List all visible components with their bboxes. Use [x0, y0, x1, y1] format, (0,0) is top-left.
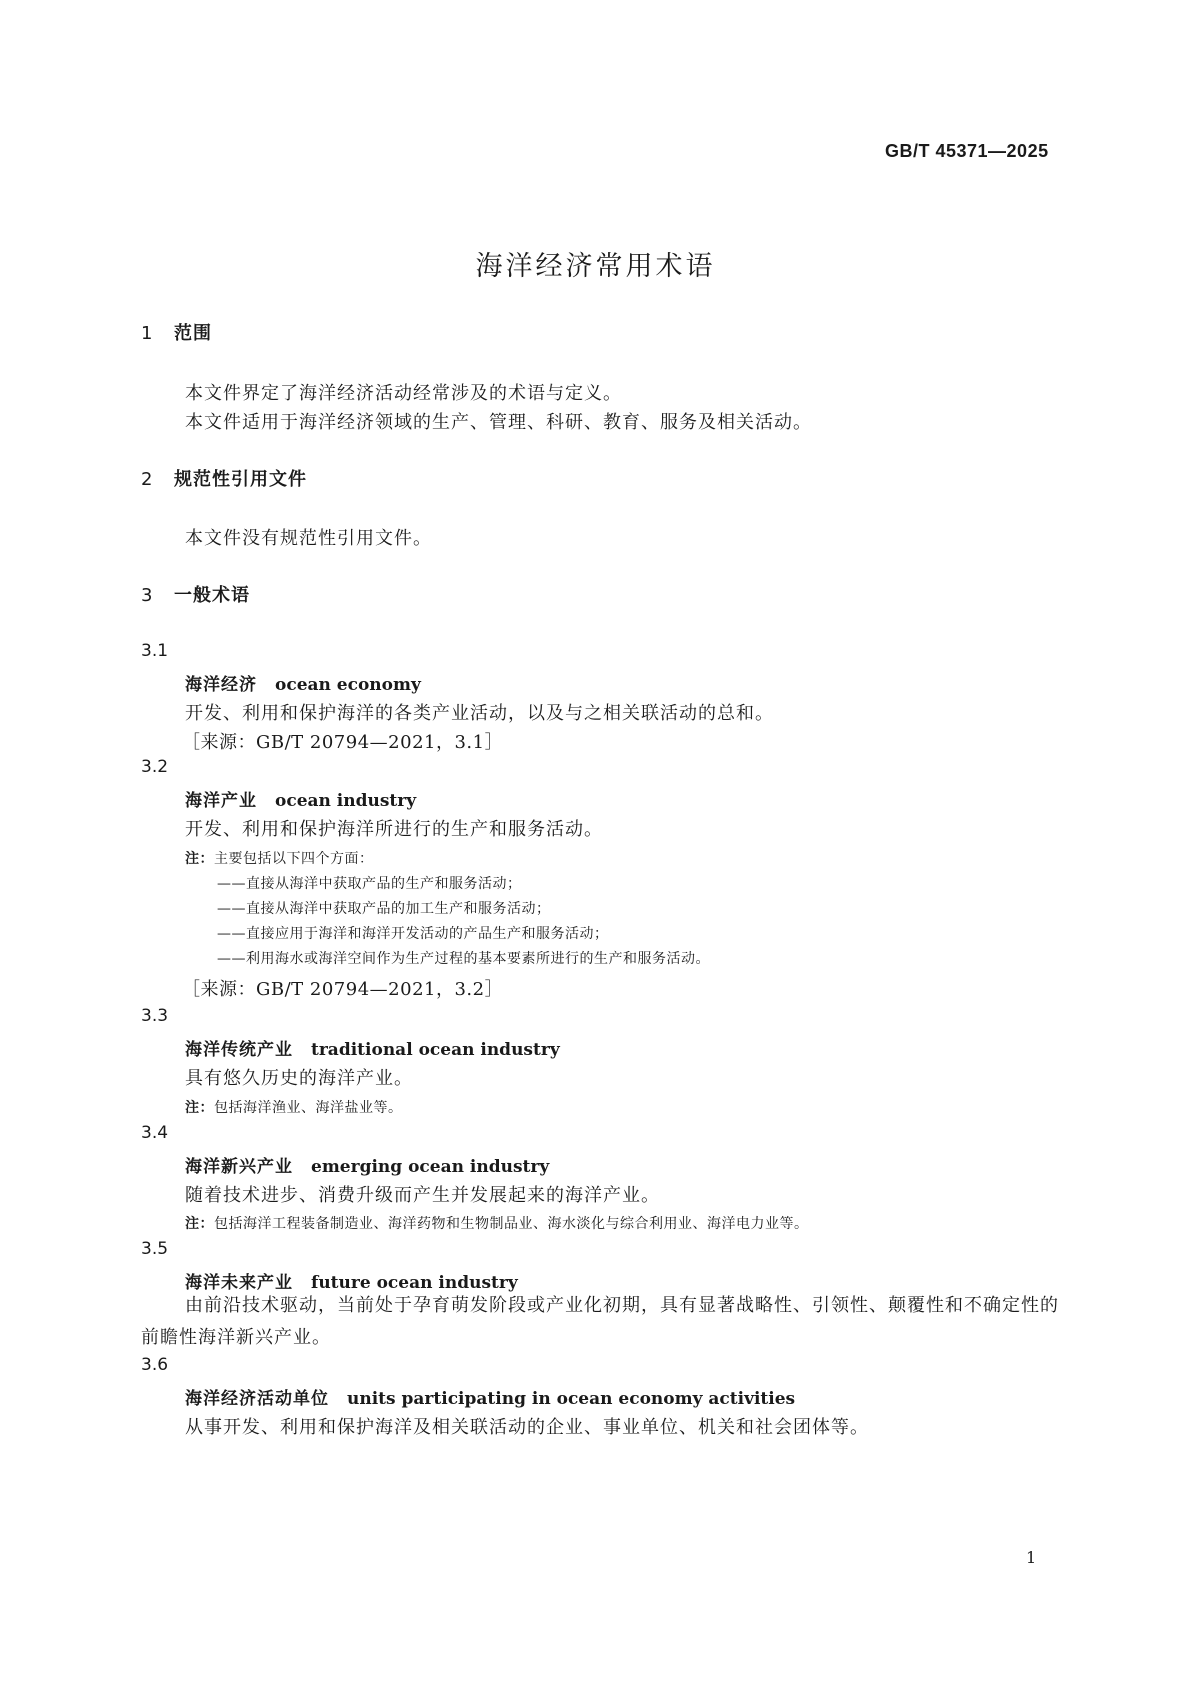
term-entry: [185, 786, 416, 811]
term-en: ocean industry: [275, 791, 417, 811]
term-en: future ocean industry: [311, 1273, 518, 1293]
clause-number: 3.5: [141, 1239, 169, 1259]
term-note: [185, 1097, 403, 1117]
clause-number: 3.4: [141, 1123, 169, 1143]
term-definition: 由前沿技术驱动，当前处于孕育萌发阶段或产业化初期，具有显著战略性、引领性、颠覆性和不确定性的前瞻性海洋新兴产业。: [141, 1295, 1059, 1348]
term-en: ocean economy: [275, 675, 421, 695]
note-text: 包括海洋工程装备制造业、海洋药物和生物制品业、海水淡化与综合利用业、海洋电力业等。: [214, 1216, 809, 1232]
term-note: [185, 1213, 809, 1233]
note-list-item: ——直接从海洋中获取产品的生产和服务活动；: [217, 876, 522, 892]
term-zh: 海洋经济活动单位: [185, 1389, 329, 1409]
term-entry: [185, 1152, 549, 1177]
section-number: 1: [141, 323, 154, 344]
term-en: traditional ocean industry: [311, 1040, 560, 1060]
term-definition: 从事开发、利用和保护海洋及相关联活动的企业、事业单位、机关和社会团体等。: [185, 1417, 869, 1438]
term-definition: 随着技术进步、消费升级而产生并发展起来的海洋产业。: [185, 1185, 660, 1206]
term-entry: [185, 1035, 560, 1060]
term-entry: [185, 1384, 795, 1409]
note-text: 包括海洋渔业、海洋盐业等。: [214, 1100, 403, 1116]
note-list-item: ——利用海水或海洋空间作为生产过程的基本要素所进行的生产和服务活动。: [217, 951, 710, 967]
page-number: 1: [1026, 1548, 1037, 1567]
document-title: 海洋经济常用术语: [475, 251, 716, 282]
section-title: 范围: [174, 323, 212, 344]
section-1-heading: [141, 319, 212, 345]
term-entry: [185, 670, 421, 695]
note-list-item: ——直接应用于海洋和海洋开发活动的产品生产和服务活动；: [217, 926, 609, 942]
term-note: [185, 848, 374, 868]
clause-number: 3.2: [141, 757, 169, 777]
term-source: ［来源：GB/T 20794—2021，3.1］: [182, 732, 504, 753]
term-source: ［来源：GB/T 20794—2021，3.2］: [182, 979, 504, 1000]
clause-number: 3.6: [141, 1355, 169, 1375]
section-2-paragraph: 本文件没有规范性引用文件。: [185, 528, 432, 549]
section-number: 2: [141, 469, 154, 490]
clause-number: 3.3: [141, 1006, 169, 1026]
term-zh: 海洋新兴产业: [185, 1157, 293, 1177]
section-title: 规范性引用文件: [174, 469, 307, 490]
term-definition: 具有悠久历史的海洋产业。: [185, 1068, 413, 1089]
section-2-heading: [141, 465, 307, 491]
term-zh: 海洋传统产业: [185, 1040, 293, 1060]
term-definition: 开发、利用和保护海洋的各类产业活动，以及与之相关联活动的总和。: [185, 703, 774, 724]
term-definition: 开发、利用和保护海洋所进行的生产和服务活动。: [185, 819, 603, 840]
term-zh: 海洋经济: [185, 675, 257, 695]
note-text: 主要包括以下四个方面：: [214, 851, 374, 867]
term-zh: 海洋产业: [185, 791, 257, 811]
term-en: emerging ocean industry: [311, 1157, 550, 1177]
section-1-paragraph: 本文件界定了海洋经济活动经常涉及的术语与定义。: [185, 383, 622, 404]
section-3-heading: [141, 581, 250, 607]
standard-code: GB/T 45371—2025: [885, 141, 1049, 161]
clause-number: 3.1: [141, 641, 169, 661]
note-label: 注：: [185, 851, 214, 867]
note-label: 注：: [185, 1216, 214, 1232]
section-title: 一般术语: [174, 585, 250, 606]
note-label: 注：: [185, 1100, 214, 1116]
section-number: 3: [141, 585, 154, 606]
section-1-paragraph: 本文件适用于海洋经济领域的生产、管理、科研、教育、服务及相关活动。: [185, 412, 812, 433]
term-en: units participating in ocean economy activities: [347, 1389, 796, 1409]
note-list-item: ——直接从海洋中获取产品的加工生产和服务活动；: [217, 901, 551, 917]
term-zh: 海洋未来产业: [185, 1273, 293, 1293]
